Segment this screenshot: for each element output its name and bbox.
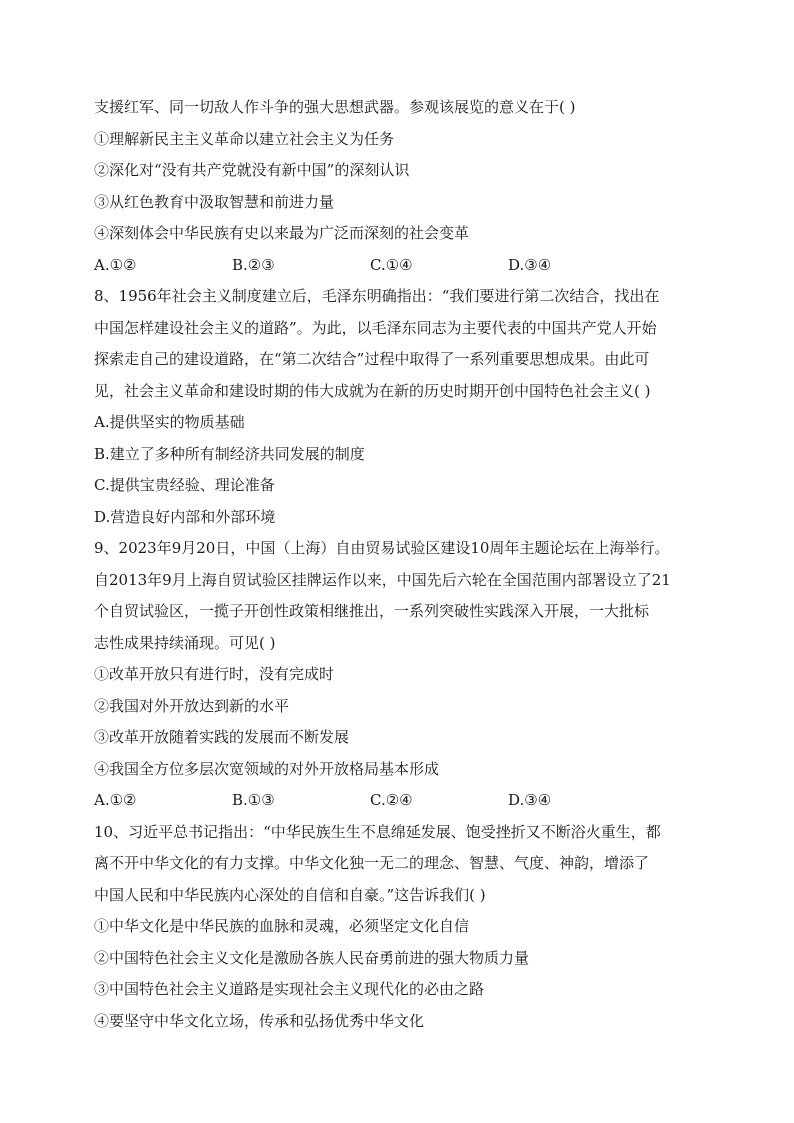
q7-item-1: ①理解新民主主义革命以建立社会主义为任务 <box>94 129 395 148</box>
q7-item-2: ②深化对“没有共产党就没有新中国”的深刻认识 <box>94 161 410 179</box>
q10-line-2: 离不开中华文化的有力支撑。中华文化独一无二的理念、智慧、气度、神韵，增添了 <box>94 854 650 872</box>
q7-choices <box>94 250 704 282</box>
q9-item-2: ②我国对外开放达到新的水平 <box>94 696 290 715</box>
q9-line-2: 自2013年9月上海自贸试验区挂牌运作以来，中国先后六轮在全国范围内部署设立了21 <box>94 570 671 589</box>
exam-page <box>94 92 704 1037</box>
q9-line-4: 志性成果持续涌现。可见( ) <box>94 633 276 652</box>
q7-item-3: ③从红色教育中汲取智慧和前进力量 <box>94 192 335 211</box>
q8-line-2: 中国怎样建设社会主义的道路”。为此，以毛泽东同志为主要代表的中国共产党人开始 <box>94 318 657 337</box>
q7-item-4: ④深刻体会中华民族有史以来最为广泛而深刻的社会变革 <box>94 224 470 242</box>
q9-item-3: ③改革开放随着实践的发展而不断发展 <box>94 728 350 746</box>
q8-choice-a: A.提供坚实的物质基础 <box>94 413 245 431</box>
q9-choices <box>94 785 704 817</box>
q8-choice-b: B.建立了多种所有制经济共同发展的制度 <box>94 444 365 463</box>
q9-choice-c: C.②④ <box>370 791 413 809</box>
q9-choice-b: B.①③ <box>232 791 275 809</box>
q9-choice-d: D.③④ <box>508 791 552 809</box>
q7-choice-b: B.②③ <box>232 255 275 274</box>
q9-item-4: ④我国全方位多层次宽领域的对外开放格局基本形成 <box>94 759 440 778</box>
q10-line-1: 10、习近平总书记指出：“中华民族生生不息绵延发展、饱受挫折又不断浴火重生，都 <box>94 822 661 841</box>
q7-choice-c: C.①④ <box>370 255 413 274</box>
q8-line-1: 8、1956年社会主义制度建立后，毛泽东明确指出：“我们要进行第二次结合，找出在 <box>94 287 660 305</box>
q8-line-4: 见，社会主义革命和建设时期的伟大成就为在新的历史时期开创中国特色社会主义( ) <box>94 381 651 400</box>
q9-line-3: 个自贸试验区，一揽子开创性政策相继推出，一系列突破性实践深入开展，一大批标 <box>94 602 650 620</box>
q7-stem-tail: 支援红军、同一切敌人作斗争的强大思想武器。参观该展览的意义在于( ) <box>94 98 576 116</box>
q7-choice-d: D.③④ <box>508 255 552 274</box>
q9-item-1: ①改革开放只有进行时，没有完成时 <box>94 665 335 683</box>
q9-choice-a: A.①② <box>94 791 137 809</box>
q7-choice-a: A.①② <box>94 255 137 274</box>
q10-item-4: ④要坚守中华文化立场，传承和弘扬优秀中华文化 <box>94 1011 425 1030</box>
q10-item-2: ②中国特色社会主义文化是激励各族人民奋勇前进的强大物质力量 <box>94 948 530 967</box>
q10-item-3: ③中国特色社会主义道路是实现社会主义现代化的必由之路 <box>94 980 485 998</box>
q8-choice-d: D.营造良好内部和外部环境 <box>94 507 276 526</box>
q10-item-1: ①中华文化是中华民族的血脉和灵魂，必须坚定文化自信 <box>94 917 470 935</box>
q10-line-3: 中国人民和中华民族内心深处的自信和自豪。”这告诉我们( ) <box>94 885 486 904</box>
q8-line-3: 探索走自己的建设道路，在“第二次结合”过程中取得了一系列重要思想成果。由此可 <box>94 350 650 368</box>
q8-choice-c: C.提供宝贵经验、理论准备 <box>94 476 275 494</box>
q9-line-1: 9、2023年9月20日，中国（上海）自由贸易试验区建设10周年主题论坛在上海举行。 <box>94 539 670 557</box>
